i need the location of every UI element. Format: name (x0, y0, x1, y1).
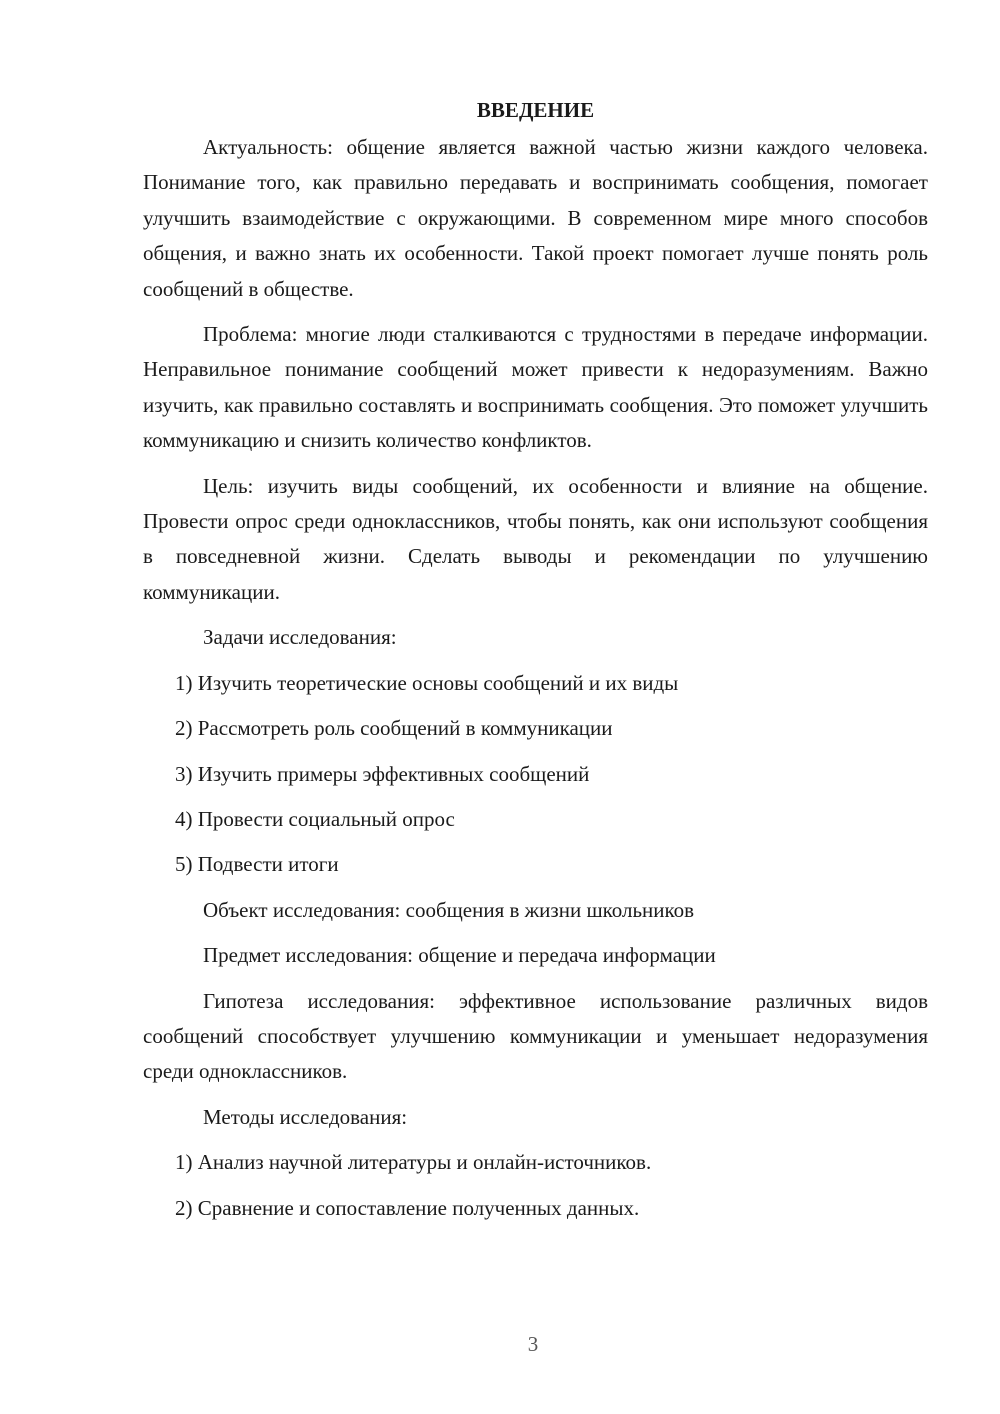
goal-paragraph: Цель: изучить виды сообщений, их особенности и влияние на общение. Провести опрос среди одноклассников, чтобы понять, как они используют сообщения в повседневной жизни. Сделать выводы и рекомендации по улучшению коммуникации. (143, 473, 928, 604)
subject-line: Предмет исследования: общение и передача информации (203, 943, 716, 968)
list-item: 2) Рассмотреть роль сообщений в коммуникации (175, 716, 613, 741)
methods-list (143, 1145, 928, 1226)
methods-heading: Методы исследования: (203, 1104, 408, 1129)
list-item: 3) Изучить примеры эффективных сообщений (175, 761, 590, 786)
list-item: 5) Подвести итоги (175, 852, 339, 877)
tasks-heading: Задачи исследования: (203, 625, 397, 650)
list-item: 2) Сравнение и сопоставление полученных данных. (175, 1195, 640, 1220)
problem-paragraph: Проблема: многие люди сталкиваются с трудностями в передаче информации. Неправильное понимание сообщений может привести к недоразумениям. Важно изучить, как правильно составлять и воспринимать сообщения. Это поможет улучшить коммуникацию и снизить количество конфликтов. (143, 322, 928, 453)
document-page (143, 92, 928, 1236)
object-line: Объект исследования: сообщения в жизни школьников (203, 897, 695, 922)
tasks-list (143, 666, 928, 883)
page-number: 3 (527, 1332, 539, 1356)
relevance-paragraph: Актуальность: общение является важной частью жизни каждого человека. Понимание того, как правильно передавать и воспринимать сообщения, помогает улучшить взаимодействие с окружающими. В современном мире много способов общения, и важно знать их особенности. Такой проект помогает лучше понять роль сообщений в обществе. (143, 135, 928, 301)
hypothesis-paragraph: Гипотеза исследования: эффективное использование различных видов сообщений способствует улучшению коммуникации и уменьшает недоразумения среди одноклассников. (143, 988, 928, 1084)
list-item: 1) Анализ научной литературы и онлайн-источников. (175, 1150, 652, 1175)
section-title: ВВЕДЕНИЕ (476, 98, 595, 122)
list-item: 1) Изучить теоретические основы сообщений и их виды (175, 670, 679, 695)
list-item: 4) Провести социальный опрос (175, 806, 455, 831)
